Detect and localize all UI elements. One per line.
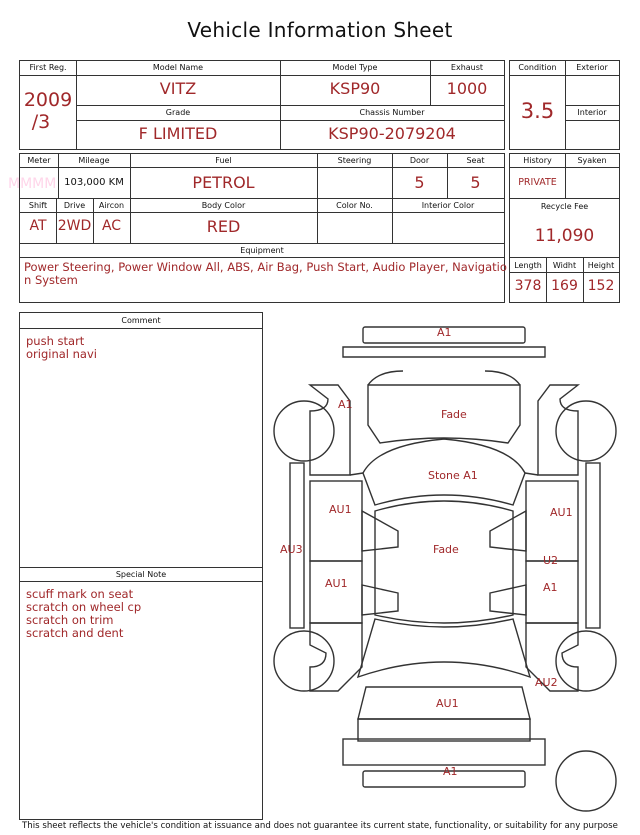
left-rear-door (310, 561, 362, 623)
shift-label: Shift (28, 201, 48, 210)
shift-value: AT (29, 218, 47, 234)
condition-label: Condition (518, 63, 557, 72)
damage-mark: AU1 (329, 503, 352, 516)
height-value: 152 (587, 278, 615, 294)
grade-label: Grade (165, 108, 191, 117)
length-label: Length (514, 261, 542, 270)
height-label: Height (587, 261, 615, 270)
right-front-door (526, 481, 578, 561)
specs-box (19, 153, 505, 303)
comment-line: original navi (26, 347, 97, 361)
left-rear-fender (310, 623, 362, 691)
notes-panel (19, 312, 263, 820)
disclaimer: This sheet reflects the vehicle's condition at issuance and does not guarantee its current state, functionality, or suitability for any purpose (22, 821, 618, 831)
seat-value: 5 (470, 173, 481, 192)
damage-mark: A1 (437, 326, 452, 339)
car-damage-diagram (268, 315, 628, 820)
bleed-through-text: MMMM (8, 176, 57, 192)
left-front-door (310, 481, 362, 561)
roof (375, 501, 513, 623)
body-color-value: RED (206, 217, 241, 236)
condition-value: 3.5 (520, 99, 555, 123)
door-value: 5 (414, 173, 425, 192)
damage-mark: AU1 (325, 577, 348, 590)
special-note-line: scuff mark on seat (26, 587, 134, 601)
damage-mark: A1 (543, 581, 558, 594)
equipment-label: Equipment (240, 246, 284, 255)
right-sill (586, 463, 600, 628)
fuel-value: PETROL (192, 173, 255, 192)
sheet-title: Vehicle Information Sheet (187, 18, 453, 42)
damage-mark: A1 (338, 398, 353, 411)
rear-bumper-upper (343, 739, 545, 765)
interior-color-label: Interior Color (421, 201, 475, 210)
spare-wheel (556, 751, 616, 811)
exhaust-value: 1000 (446, 79, 488, 98)
grade-value: F LIMITED (138, 124, 218, 143)
recycle-fee-value: 11,090 (534, 226, 595, 246)
aircon-label: Aircon (98, 201, 125, 210)
special-note-line: scratch and dent (26, 626, 124, 640)
steering-label: Steering (337, 156, 372, 165)
special-note-label: Special Note (115, 570, 167, 579)
equipment-value: Power Steering, Power Window All, ABS, Air Bag, Push Start, Audio Player, Navigatio (24, 260, 507, 274)
damage-mark: AU3 (280, 543, 303, 556)
recycle-fee-label: Recycle Fee (540, 202, 589, 211)
damage-mark: Stone A1 (428, 469, 478, 482)
first-reg-month: /3 (31, 111, 51, 133)
damage-mark: U2 (543, 554, 559, 567)
model-name-value: VITZ (159, 79, 197, 98)
drive-value: 2WD (57, 218, 92, 234)
damage-mark: AU1 (436, 697, 459, 710)
history-value: PRIVATE (518, 177, 557, 188)
seat-label: Seat (466, 156, 485, 165)
rear-right-wheel (556, 631, 616, 691)
front-right-wheel (556, 401, 616, 461)
first-reg-label: First Reg. (29, 63, 67, 72)
history-box (509, 153, 620, 303)
model-type-value: KSP90 (329, 79, 381, 98)
mileage-value: 103,000 KM (64, 177, 124, 188)
damage-mark: AU2 (535, 676, 558, 689)
interior-label: Interior (577, 108, 607, 117)
special-note-line: scratch on trim (26, 613, 114, 627)
comment-line: push start (26, 334, 85, 348)
width-label: Widht (552, 261, 577, 270)
drive-label: Drive (63, 201, 86, 210)
damage-mark: A1 (443, 765, 458, 778)
width-value: 169 (551, 278, 578, 294)
rear-glass (358, 619, 530, 677)
syaken-label: Syaken (577, 156, 607, 165)
front-left-wheel (274, 401, 334, 461)
damage-mark: AU1 (550, 506, 573, 519)
damage-mark: Fade (441, 408, 467, 421)
model-name-label: Model Name (152, 63, 204, 72)
vehicle-info-box (19, 60, 505, 150)
condition-box (509, 60, 620, 150)
special-note-line: scratch on wheel cp (26, 600, 142, 614)
door-label: Door (409, 156, 430, 165)
front-apron (343, 347, 545, 357)
fuel-label: Fuel (215, 156, 232, 165)
color-no-label: Color No. (336, 201, 373, 210)
rear-left-wheel (274, 631, 334, 691)
exhaust-label: Exhaust (450, 63, 484, 72)
chassis-label: Chassis Number (359, 108, 425, 117)
mileage-label: Mileage (78, 156, 110, 165)
first-reg-year: 2009 (23, 89, 73, 111)
exterior-label: Exterior (576, 63, 608, 72)
body-color-label: Body Color (201, 201, 246, 210)
comment-label: Comment (121, 316, 161, 325)
model-type-label: Model Type (332, 63, 378, 72)
meter-label: Meter (27, 156, 51, 165)
history-label: History (523, 156, 552, 165)
chassis-value: KSP90-2079204 (328, 124, 456, 143)
equipment-value-cont: n System (24, 273, 78, 287)
damage-mark: Fade (433, 543, 459, 556)
aircon-value: AC (101, 218, 122, 234)
right-front-fender (538, 385, 578, 475)
length-value: 378 (514, 278, 542, 294)
